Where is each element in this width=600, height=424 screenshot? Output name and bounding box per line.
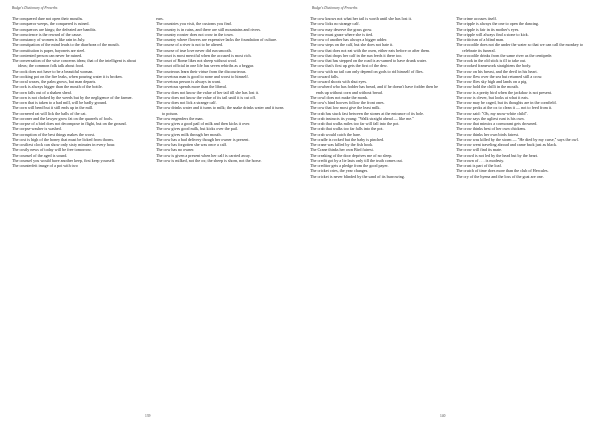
proverb-entry: The course of a river is not to be altered. [156,42,224,48]
proverb-entry: The counsel you would have another keep, first keep yourself. [12,157,116,163]
proverb-entry: The constitution is paper, bayonets are steel. [12,47,86,53]
proverb-entry: The court official in one life has seven rebirths as a beggar. [156,63,254,69]
proverb-entry: The cow that drops her calf in the sun feeds it there too. [310,52,403,58]
proverb-entry: The cow may deserve the grass grow. [310,26,373,32]
proverb-entry: The crooked framework straightens the body. [456,63,532,69]
proverb-entry: The costly news of today will be free tomorrow. [12,147,92,153]
proverb-entry: The crook in the old stick is ill to take out. [456,58,527,63]
proverb-entry: The cricket is never blinded by the sand of its burrowing. [310,173,405,179]
proverb-entry: The cooking pot on the fire leaks, when pouring water it is broken. [12,73,123,79]
proverb-entry: The cricket cries, the year changes. [310,168,369,174]
proverb-entry: The cow steps on the calf, but she does not hate it. [310,42,394,48]
proverb-entry: The crow that mimics a cormorant gets drowned. [456,121,538,126]
proverb-entry: The cow that has stepped on the road is as-sumed to have drunk water. [310,58,427,63]
proverb-entry: The crab has stuck fast between the stones at the entrance of its hole. [310,110,425,116]
proverb-entry: The crab instructs its young: "Walk straight ahead — like me." [310,115,414,121]
page-number: 139 [145,414,151,418]
proverb-entry: The corn will bend but it still ends up in the mill. [12,105,94,111]
proverb-entry: The cow of another has always a bigger udder. [310,37,388,42]
proverb-entry: The cow has forgotten she was once a calf. [156,142,228,147]
proverb-entry: The costliest clock can show only sixty minutes in every hour. [12,142,116,147]
right-page [300,0,600,424]
proverb-entry: The crow hold the chilli in the mouth. [456,84,519,90]
proverb-entry: The counterfeit image of a pot with two [12,163,78,168]
proverb-entry: The crow thinks her own birds fairest. [456,131,520,137]
proverb-entry: The cripple will always find a stone to kick. [456,31,529,37]
proverb-entry: The criticism of a blind man. [456,37,505,42]
proverb-entry: The crocodile does not die under the water so that we can call the monkey to celebrate its funeral. [456,42,584,53]
proverb-entry: The coward shoots with shut eyes. [310,79,368,84]
proverb-entry: The country where flowers are expensive lacks the foundation of culture. [156,37,278,42]
proverb-entry: The crow flies sky high and lands on a pig. [456,79,528,84]
proverb-entry: The corn that is taken to a bad mill, will be badly ground. [12,100,108,105]
proverb-entry: ears. [156,16,164,21]
proverb-entry: The covetous person is always in want. [156,79,221,84]
running-header: Budge's Dictionary of Proverbs [12,6,58,10]
proverb-entry: The coroner and the lawyer grow fat on the quarrels of fools. [12,115,113,121]
proverb-entry: The crow will find its mate. [456,147,502,153]
proverb-entry: The cowherd who has fodder has bread, and if he doesn't have fodder then he ends up without corn and without bread. [310,84,439,95]
proverb-entry: The conquerors are kings; the defeated are bandits. [12,26,97,32]
proverb-entry: The crow said: "Oh, my snow-white child". [456,110,529,116]
proverb-entry: The crime accuses itself. [456,16,497,21]
proverb-entry: The courteous learn their virtue from the discourteous. [156,68,247,74]
proverb-entry: The cow that does not eat with the oxen, either eats before or after them. [310,47,431,53]
proverb-column-1 [12,16,142,168]
proverb-entry: The cow is milked, not the ox; the sheep is shorn, not the horse. [156,157,262,163]
proverb-entry: The cow must graze where she is tied. [310,31,374,37]
proverb-entry: The cow's hind hooves follow the front ones. [310,100,385,105]
proverb-entry: The coward falls. [310,73,339,79]
proverb-entry: The crowd is not led by the head but by the heart. [456,152,539,158]
proverb-entry: The Crane thinks her own Bird fairest. [310,147,374,153]
proverb-entry: The cork is always bigger than the mouth of the bottle. [12,84,103,90]
proverb-entry: The cow that low most give the least milk. [310,105,381,111]
proverb-entry: The creditor gets a pledge from the good payer. [310,163,389,168]
proverb-entry: The country is in ruins, and there are still mountains and rivers. [156,26,261,32]
proverb-entry: The cripple is fair in its mother's eyes. [456,26,520,32]
proverb-entry: The corpse-washer is washed. [12,126,62,132]
proverb-entry: The crocodile drinks from the same river as the centipede. [456,52,553,58]
proverb-entry: The cow engenders the man. [156,115,204,121]
running-header: Budge's Dictionary of Proverbs [312,6,358,10]
proverb-entry: The conqueror weeps, the conquered is ruined. [12,21,90,27]
proverb-entry: The covetous man is good to none and worst to himself. [156,73,249,79]
proverb-entry: The cow gives good milk, but kicks over the pail. [156,126,238,132]
proverb-entry: The crow pecks at the ox to clean it — not to feed from it. [456,105,553,111]
proverb-entry: The crab that walks miles too far will fall into the pot. [310,121,400,126]
proverb-entry: The countries you visit, the customs you find. [156,21,232,27]
page-number: 140 [440,414,446,418]
proverb-entry: The cost is high of the honey that must be licked from thorns. [12,136,115,142]
proverb-entry: The cow with no tail can only depend on gods to rid himself of flies. [310,68,424,74]
proverb-entry: The cow knows not what her tail is worth until she has lost it. [310,16,412,21]
proverb-entry: The crust is part of the loaf. [456,163,502,168]
proverb-entry: The cow licks no strange calf. [310,21,360,27]
proverb-entry: The counsel of the aged is sound. [12,152,68,158]
proverb-entry: The crab that walks too far falls into the pot. [310,126,384,132]
proverb-entry: The coral waxes, the palm grows, but man departs. [12,79,97,84]
proverb-entry: The cow drinks water and it turns to milk; the snake drinks water and it turns to poison. [156,105,284,116]
proverb-entry: The crow thinks best of her own chickens. [456,126,527,132]
proverb-entry: The cow gives milk through her mouth. [156,131,222,137]
proverb-column-2 [156,16,286,163]
proverb-entry: The constancy of women is like rain in July. [12,37,86,42]
proverb-entry: The covetous spends more than the liberal. [156,84,227,90]
proverb-entry: The crow was killed by the storm — "He died by my curse," says the owl. [456,136,579,142]
proverb-entry: The crow on his breast, and the devil in his heart. [456,68,538,74]
proverb-entry: The constipation of the mind leads to the diarrhoea of the mouth. [12,42,120,48]
proverb-entry: The conquered dare not open their mouths. [12,16,84,21]
proverb-entry: The crown of . . . is modesty. [456,157,505,163]
proverb-entry: The crow says the ugliest runt is his own. [456,115,525,121]
proverb-entry: The crane was killed by the fish hook. [310,142,374,147]
proverb-entry: The cow does not lick a strange calf. [156,100,217,105]
proverb-entry: The cow that's first up gets the first of the dew. [310,63,388,69]
proverb-entry: The cradle is rocked but the baby is pinched. [310,136,385,142]
proverb-entry: The course of true love never did run smooth. [156,47,232,53]
proverb-entry: The cry of the hyena and the loss of the goat are one. [456,173,544,179]
proverb-entry: The cow has no owner. [156,147,195,153]
proverb-entry: The cow does not know the value of its tail until it is cut off. [156,94,257,100]
proverb-entry: The crow went traveling abroad and came back just as black. [456,142,558,147]
proverb-entry: The cow does not know the value of her tail till she has lost it. [156,89,259,95]
proverb-entry: The corpse of a bird does not decompose in flight, but on the ground. [12,121,127,126]
proverb-entry: The corruption of the best things makes the worst. [12,131,96,137]
proverb-entry: The conversation of the wise concerns ideas; that of the intelligent is about ideas; the common folk talk about food. [12,58,136,69]
proverb-entry: The country rooster does not crow in the town. [156,31,234,37]
proverb-entry: The crow may be caged, but its thoughts are in the cornfield. [456,100,557,105]
proverb-entry: The creaking of the door deprives me of no sleep. [310,152,393,158]
proverb-entry: The court is most merciful when the accused is most rich. [156,52,252,58]
proverb-entry: The contented person can never be ruined. [12,52,83,58]
proverb-entry: The cornered rat will lick the balls of the cat. [12,110,87,116]
proverb-entry: The cook does not have to be a beautiful woman. [12,68,94,74]
proverb-entry: The conscience is the reward of the cause. [12,31,82,37]
proverb-entry: The cripple is always the one to open the dancing. [456,21,540,27]
proverb-entry: The crab would catch the hare. [310,131,362,137]
proverb-entry: The credit got by a lie lasts only till the truth comes out. [310,157,403,163]
proverb-entry: The cow is given a present when her calf is carried away. [156,152,251,158]
proverb-entry: The crow is a pretty bird when the jackdaw is not present. [456,89,552,95]
proverb-entry: The crow is clever, but looks at what it eats. [456,94,529,100]
proverb-entry: The cow has a bad delivery though her owner is present. [156,136,250,142]
proverb-entry: The crutch of time does more than the club of Hercules. [456,168,549,174]
proverb-entry: The cowl does not make the monk. [310,94,369,100]
proverb-column-2 [456,16,586,179]
proverb-entry: The corn falls out of a shaken sheaf. [12,89,73,95]
proverb-entry: The court of Rome likes not sheep without wool. [156,58,238,63]
proverb-entry: The cow gives a good pail of milk and then kicks it over. [156,121,251,126]
proverb-entry: The crow flew over the sea but returned still a crow. [456,73,543,79]
proverb-entry: The corn is not choked by the weeds but by the negligence of the farmer. [12,94,133,100]
proverb-column-1 [310,16,440,179]
